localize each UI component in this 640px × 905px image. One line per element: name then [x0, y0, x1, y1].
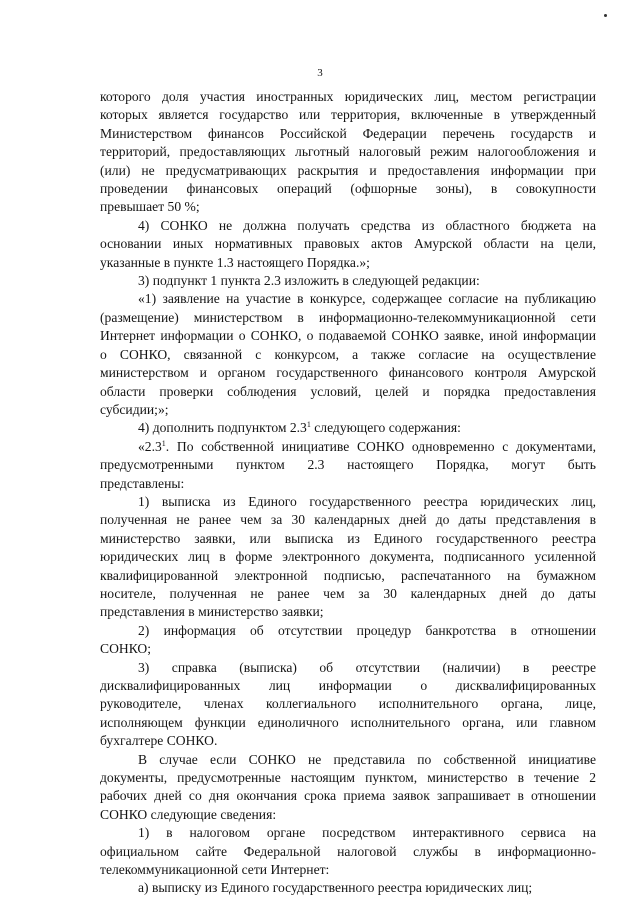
text-line — [100, 364, 596, 382]
text-line-main: о СОНКО, связанной с конкурсом, а также согласие на осуществление — [100, 346, 596, 362]
text-line-main: носителе, полученная не ранее чем за 30 календарных дней до даты — [100, 585, 596, 601]
text-line — [100, 456, 596, 474]
text-line — [100, 235, 596, 253]
text-line — [100, 695, 596, 713]
text-line — [100, 162, 596, 180]
superscript: 1 — [161, 438, 166, 448]
scan-dot — [604, 14, 607, 17]
text-line — [100, 714, 596, 732]
text-line-tail: . По собственной инициативе СОНКО одновременно с документами, — [165, 438, 596, 454]
text-line — [100, 548, 596, 566]
text-line — [100, 493, 596, 511]
text-line-main: которых является государство или территория, включенные в утвержденный — [100, 107, 596, 123]
text-line — [100, 769, 596, 787]
text-line-main: территорий, предоставляющих льготный налоговый режим налогообложения и — [100, 144, 596, 160]
text-line-main: указанные в пункте 1.3 настоящего Порядка.»; — [100, 254, 370, 270]
text-line — [100, 567, 596, 585]
text-line-main: (или) не предусматривающих раскрытия и предоставления информации при — [100, 162, 596, 178]
text-line-main: квалифицированной электронной подписью, распечатанного на бумажном — [100, 567, 596, 583]
text-line-main: 1) выписка из Единого государственного реестра юридических лиц, — [138, 493, 596, 509]
text-line — [100, 787, 596, 805]
text-line-main: Интернет информации о СОНКО, о подаваемой СОНКО заявке, иной информации — [100, 328, 596, 344]
text-line — [100, 640, 596, 658]
text-line-main: юридических лиц в форме электронного документа, подписанного усиленной — [100, 549, 596, 565]
text-line-main: «1) заявление на участие в конкурсе, содержащее согласие на публикацию — [138, 291, 596, 307]
text-line — [100, 88, 596, 106]
text-line — [100, 309, 596, 327]
text-line-main: исполняющем функции единоличного исполнительного органа, или главном — [100, 714, 596, 730]
text-line — [100, 290, 596, 308]
text-line-main: СОНКО следующие сведения: — [100, 806, 277, 822]
text-line-main: субсидии;»; — [100, 401, 169, 417]
text-line-main: телекоммуникационной сети Интернет: — [100, 862, 330, 878]
text-line-main: «2.3 — [138, 438, 162, 454]
text-line — [100, 843, 596, 861]
text-line-main: рабочих дней со дня окончания срока приема заявок запрашивает в отношении — [100, 788, 596, 804]
text-line — [100, 751, 596, 769]
text-line-main: В случае если СОНКО не представила по собственной инициативе — [138, 751, 596, 767]
text-line — [100, 346, 596, 364]
text-line-main: 4) СОНКО не должна получать средства из областного бюджета на — [138, 217, 596, 233]
text-line-main: официальном сайте Федеральной налоговой службы в информационно- — [100, 843, 596, 859]
text-line-main: а) выписку из Единого государственного реестра юридических лиц; — [138, 880, 533, 896]
text-line — [100, 824, 596, 842]
text-line — [100, 419, 596, 437]
text-line — [100, 401, 596, 419]
text-line-main: СОНКО; — [100, 641, 152, 657]
text-line-main: превышает 50 %; — [100, 199, 200, 215]
text-line — [100, 438, 596, 456]
superscript: 1 — [306, 420, 311, 430]
text-line-main: документы, предусмотренные настоящим пунктом, министерство в течение 2 — [100, 770, 596, 786]
text-line-main: проведении финансовых операций (офшорные зоны), в совокупности — [100, 181, 596, 197]
text-line-main: 1) в налоговом органе посредством интерактивного сервиса на — [138, 825, 596, 841]
text-line — [100, 806, 596, 824]
text-line-main: бухгалтере СОНКО. — [100, 733, 218, 749]
text-line-main: полученная не ранее чем за 30 календарных дней до даты представления в — [100, 512, 596, 528]
text-line — [100, 879, 596, 897]
text-line-main: области проверки соблюдения условий, целей и порядка предоставления — [100, 383, 596, 399]
text-line — [100, 475, 596, 493]
text-line — [100, 677, 596, 695]
text-line-main: министерство заявки, или выписка из Единого государственного реестра — [100, 530, 596, 546]
text-line — [100, 861, 596, 879]
text-line-main: которого доля участия иностранных юридических лиц, местом регистрации — [100, 89, 596, 104]
text-line — [100, 383, 596, 401]
text-line-main: основании иных нормативных правовых актов Амурской области на цели, — [100, 236, 596, 252]
text-line — [100, 125, 596, 143]
text-line-main: 4) дополнить подпунктом 2.3 — [138, 420, 307, 436]
text-line — [100, 254, 596, 272]
text-line — [100, 732, 596, 750]
text-line — [100, 198, 596, 216]
text-line-main: дисквалифицированных лиц информации о дисквалифицированных — [100, 678, 596, 693]
text-line — [100, 530, 596, 548]
text-line — [100, 180, 596, 198]
text-line-main: предусмотренными пунктом 2.3 настоящего Порядка, могут быть — [100, 457, 596, 473]
text-line — [100, 327, 596, 345]
text-line — [100, 106, 596, 124]
text-line — [100, 603, 596, 621]
text-line-main: представлены: — [100, 475, 185, 491]
text-line-main: министерством и органом государственного финансового контроля Амурской — [100, 365, 596, 381]
text-line — [100, 585, 596, 603]
text-line — [100, 659, 596, 677]
text-line — [100, 622, 596, 640]
text-line — [100, 143, 596, 161]
text-line-main: Министерством финансов Российской Федерации перечень государств и — [100, 125, 596, 141]
text-line-tail: следующего содержания: — [310, 420, 461, 436]
text-line — [100, 272, 596, 290]
text-line-main: руководителе, членах коллегиального исполнительного органа, лице, — [100, 696, 596, 712]
text-line-main: (размещение) министерством в информационно-телекоммуникационной сети — [100, 309, 596, 325]
text-line — [100, 217, 596, 235]
text-line-main: представления в министерство заявки; — [100, 604, 324, 620]
document-body — [100, 88, 596, 898]
page-number: 3 — [317, 67, 323, 79]
text-line — [100, 511, 596, 529]
text-line-main: 3) справка (выписка) об отсутствии (наличии) в реестре — [138, 659, 596, 675]
text-line-main: 3) подпункт 1 пункта 2.3 изложить в следующей редакции: — [138, 273, 480, 289]
text-line-main: 2) информация об отсутствии процедур банкротства в отношении — [138, 622, 596, 638]
